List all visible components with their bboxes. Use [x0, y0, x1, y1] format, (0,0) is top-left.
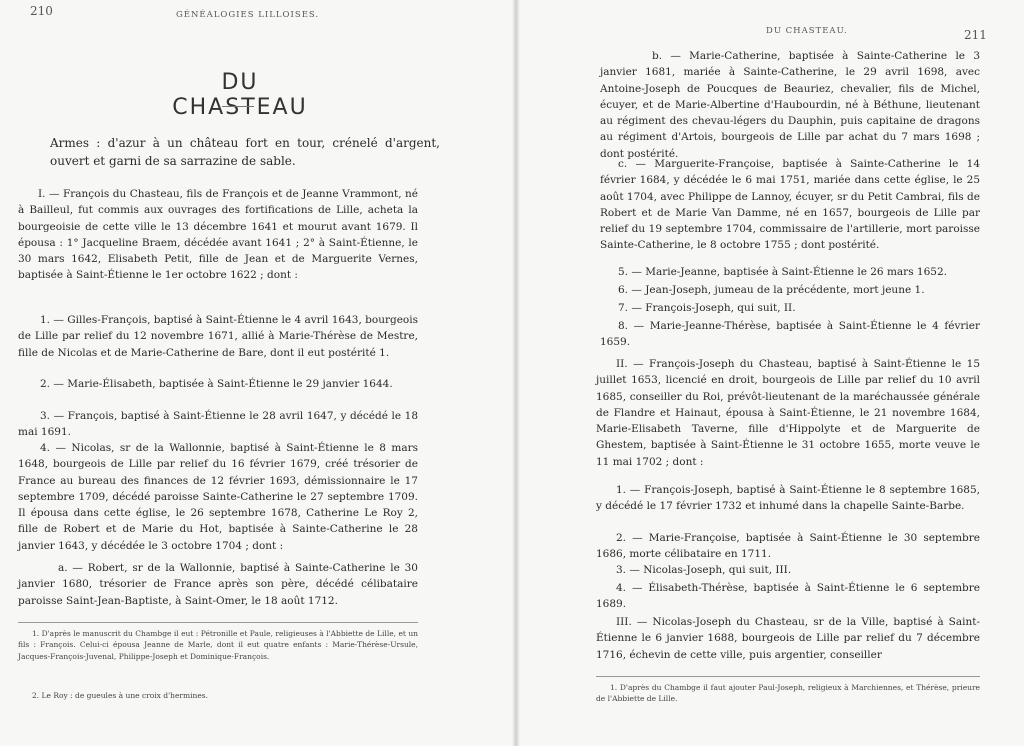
left-page [0, 0, 500, 746]
right-page-number: 211 [964, 28, 987, 42]
left-footnote-2: 2. Le Roy : de gueules à une croix d'hermines. [32, 691, 209, 700]
paragraph-child-4: 4. — Nicolas, sr de la Wallonnie, baptisé à Saint-Étienne le 8 mars 1648, bourgeois de Lille par relief du 16 février 1679, créé trésorier de France au bureau des finances de 12 février 1693, démissionnaire le 17 septembre 1709, décédé paroisse Sainte-Catherine le 27 septembre 1709. Il épousa dans cette église, le 26 septembre 1678, Catherine Le Roy 2, fille de Robert et de Marie du Hot, baptisée à Sainte-Catherine le 28 janvier 1643, y décédée le 3 octobre 1704 ; dont : [18, 442, 418, 552]
right-page [530, 0, 1024, 746]
left-footnote-rule [18, 622, 418, 623]
paragraph-nicolas-joseph-iii: III. — Nicolas-Joseph du Chasteau, sr de la Ville, baptisé à Saint-Étienne le 6 janvier 1688, bourgeois de Lille par relief du 7 décembre 1716, échevin de cette ville, puis argentier, conseiller [596, 616, 980, 661]
armes-blazon: Armes : d'azur à un château fort en tour, crénelé d'argent, ouvert et garni de sa sarrazine de sable. [50, 136, 440, 168]
right-footnote-rule [596, 676, 980, 677]
paragraph-ii-child-1: 1. — François-Joseph, baptisé à Saint-Étienne le 8 septembre 1685, y décédé le 17 février 1732 et inhumé dans la chapelle Sainte-Barbe. [596, 484, 980, 513]
paragraph-child-2: 2. — Marie-Élisabeth, baptisée à Saint-Étienne le 29 janvier 1644. [40, 378, 393, 390]
left-page-number: 210 [30, 4, 53, 18]
paragraph-child-8: 8. — Marie-Jeanne-Thérèse, baptisée à Saint-Étienne le 4 février 1659. [600, 320, 980, 349]
paragraph-child-1: 1. — Gilles-François, baptisé à Saint-Étienne le 4 avril 1643, bourgeois de Lille par relief du 12 novembre 1671, allié à Marie-Thérèse de Mestre, fille de Nicolas et de Marie-Catherine de Bare, dont il eut postérité 1. [18, 314, 418, 359]
paragraph-child-4b: b. — Marie-Catherine, baptisée à Sainte-Catherine le 3 janvier 1681, mariée à Sainte-Catherine, le 29 avril 1698, avec Antoine-Joseph de Poucques de Beauriez, chevalier, fils de Michel, écuyer, et de Marie-Albertine d'Haubourdin, né à Béthune, lieutenant au régiment des chevau-légers du Dauphin, puis capitaine de dragons au régiment d'Artois, bourgeois de Lille par achat du 7 mars 1698 ; dont postérité. [600, 50, 980, 160]
page-title: DU CHASTEAU [172, 70, 308, 120]
title-rule [222, 106, 254, 107]
left-running-head: GÉNÉALOGIES LILLOISES. [176, 10, 320, 20]
paragraph-ii-child-3: 3. — Nicolas-Joseph, qui suit, III. [616, 564, 792, 576]
paragraph-child-4a: a. — Robert, sr de la Wallonnie, baptisé à Sainte-Catherine le 30 janvier 1680, trésorier de France après son père, décédé célibataire paroisse Saint-Jean-Baptiste, à Saint-Omer, le 18 août 1712. [18, 562, 418, 607]
right-footnote-1: 1. D'après du Chambge il faut ajouter Paul-Joseph, religieux à Marchiennes, et Thérèse, prieure de l'Abbiette de Lille. [596, 683, 980, 704]
book-gutter [512, 0, 520, 746]
paragraph-child-6: 6. — Jean-Joseph, jumeau de la précédente, mort jeune 1. [618, 284, 925, 296]
right-running-head: DU CHASTEAU. [766, 26, 848, 36]
paragraph-ii-child-4: 4. — Élisabeth-Thérèse, baptisée à Saint-Étienne le 6 septembre 1689. [596, 582, 980, 611]
paragraph-ii-child-2: 2. — Marie-Françoise, baptisée à Saint-Étienne le 30 septembre 1686, morte célibataire en 1711. [596, 532, 980, 561]
paragraph-francois-joseph-ii: II. — François-Joseph du Chasteau, baptisé à Saint-Étienne le 15 juillet 1653, licencié en droit, bourgeois de Lille par relief du 10 avril 1685, conseiller du Roi, prévôt-lieutenant de la maréchaussée générale de Flandre et Hainaut, épousa à Saint-Étienne, le 21 novembre 1684, Marie-Elisabeth Taverne, fille d'Hippolyte et de Marguerite de Ghestem, baptisée à Saint-Étienne le 31 octobre 1655, morte veuve le 11 mai 1702 ; dont : [596, 358, 980, 468]
paragraph-child-5: 5. — Marie-Jeanne, baptisée à Saint-Étienne le 26 mars 1652. [618, 266, 947, 278]
left-footnote-1: 1. D'après le manuscrit du Chambge il eut : Pétronille et Paule, religieuses à l'Abbiette de Lille, et un fils : François. Celui-ci épousa Jeanne de Marle, dont il eut quatre enfants : Marie-Thérèse-Ursule, Jacques-François-Juvenal, Philippe-Joseph et Dominique-François. [18, 629, 418, 661]
paragraph-child-3: 3. — François, baptisé à Saint-Étienne le 28 avril 1647, y décédé le 18 mai 1691. [18, 410, 418, 439]
paragraph-child-7: 7. — François-Joseph, qui suit, II. [618, 302, 796, 314]
paragraph-francois-i: I. — François du Chasteau, fils de François et de Jeanne Vrammont, né à Bailleul, fut commis aux ouvrages des fortifications de Lille, acheta la bourgeoisie de cette ville le 13 décembre 1641 et mourut avant 1679. Il épousa : 1° Jacqueline Braem, décédée avant 1641 ; 2° à Saint-Étienne, le 30 mars 1642, Elisabeth Petit, fille de Jean et de Marguerite Vernes, baptisée à Saint-Étienne le 1er octobre 1622 ; dont : [18, 188, 418, 282]
paragraph-child-4c: c. — Marguerite-Françoise, baptisée à Sainte-Catherine le 14 février 1684, y décédée le 6 mai 1751, mariée dans cette église, le 25 août 1704, avec Philippe de Lannoy, écuyer, sr du Petit Cambrai, fils de Robert et de Marie Van Damme, né en 1657, bourgeois de Lille par relief du 19 septembre 1704, commissaire de l'artillerie, mort paroisse Sainte-Catherine, le 8 octobre 1755 ; dont postérité. [600, 158, 980, 252]
